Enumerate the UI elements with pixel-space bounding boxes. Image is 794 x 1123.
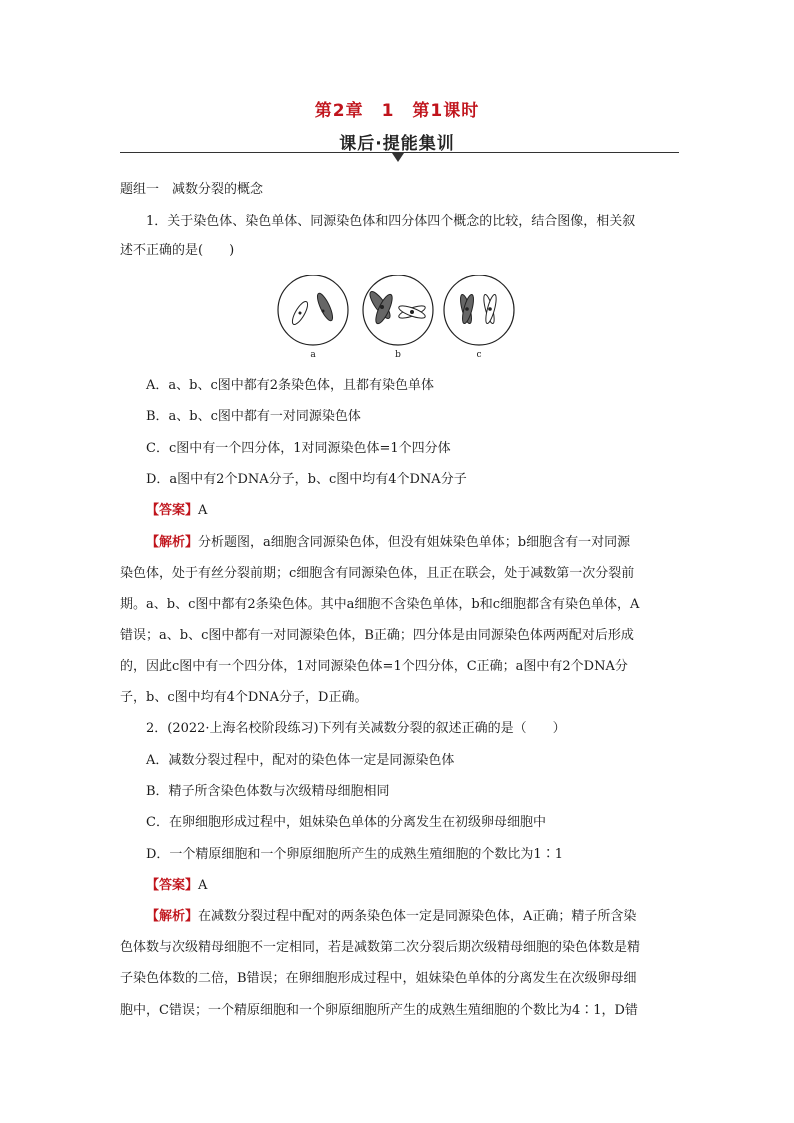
answer-tag: 【答案】 xyxy=(146,503,199,518)
q1-analysis-line6: 子，b、c图中均有4个DNA分子，D正确。 xyxy=(120,690,368,705)
q2-option-d: D．一个精原细胞和一个卵原细胞所产生的成熟生殖细胞的个数比为1∶1 xyxy=(146,847,563,862)
q1-option-d: D．a图中有2个DNA分子，b、c图中均有4个DNA分子 xyxy=(146,472,467,487)
q2-answer xyxy=(146,876,706,896)
q1-analysis-line2: 染色体，处于有丝分裂前期；c细胞含有同源染色体，且正在联会，处于减数第一次分裂前 xyxy=(120,566,635,581)
analysis-text: 分析题图，a细胞含同源染色体，但没有姐妹染色单体；b细胞含有一对同源 xyxy=(198,535,631,550)
chapter-title: 第2章 1 第1课时 xyxy=(314,101,480,121)
q1-analysis-line3: 期。a、b、c图中都有2条染色体。其中a细胞不含染色单体，b和c细胞都含有染色单体，A xyxy=(120,597,640,612)
analysis-tag: 【解析】 xyxy=(146,535,199,550)
q1-option-c: C．c图中有一个四分体，1对同源染色体=1个四分体 xyxy=(146,441,451,456)
group-title: 题组一 减数分裂的概念 xyxy=(120,182,264,197)
q1-analysis-line1 xyxy=(146,533,706,553)
analysis-tag: 【解析】 xyxy=(146,909,199,924)
q1-answer xyxy=(146,501,706,521)
figure-label-a: a xyxy=(310,350,316,360)
answer-value: A xyxy=(198,878,208,893)
q2-analysis-line3: 子染色体数的二倍，B错误；在卵细胞形成过程中，姐妹染色单体的分离发生在次级卵母细 xyxy=(120,971,637,986)
q1-stem-line1: 1．关于染色体、染色单体、同源染色体和四分体四个概念的比较，结合图像，相关叙 xyxy=(146,214,636,229)
answer-value: A xyxy=(198,503,208,518)
cell-a xyxy=(278,275,348,345)
q2-analysis-line1 xyxy=(146,907,706,927)
cell-b xyxy=(363,275,433,345)
q2-option-b: B．精子所含染色体数与次级精母细胞相同 xyxy=(146,784,390,799)
q2-option-c: C．在卵细胞形成过程中，姐妹染色单体的分离发生在初级卵母细胞中 xyxy=(146,815,546,830)
q1-option-b: B．a、b、c图中都有一对同源染色体 xyxy=(146,409,361,424)
cell-c xyxy=(444,275,514,345)
q1-option-a: A．a、b、c图中都有2条染色体，且都有染色单体 xyxy=(146,378,435,393)
analysis-text: 在减数分裂过程中配对的两条染色体一定是同源染色体，A正确；精子所含染 xyxy=(198,909,637,924)
section-subtitle: 课后·提能集训 xyxy=(339,134,455,154)
figure-label-c: c xyxy=(476,350,482,360)
q1-stem-line2: 述不正确的是( ) xyxy=(120,243,235,258)
q2-analysis-line4: 胞中，C错误；一个精原细胞和一个卵原细胞所产生的成熟生殖细胞的个数比为4∶1，D错 xyxy=(120,1003,638,1018)
q2-option-a: A．减数分裂过程中，配对的染色体一定是同源染色体 xyxy=(146,753,455,768)
q2-analysis-line2: 色体数与次级精母细胞不一定相同，若是减数第二次分裂后期次级精母细胞的染色体数是精 xyxy=(120,940,641,955)
down-triangle-icon xyxy=(392,153,404,162)
q1-analysis-line5: 的，因此c图中有一个四分体，1对同源染色体=1个四分体，C正确；a图中有2个DNA分 xyxy=(120,659,628,674)
q2-stem: 2．(2022·上海名校阶段练习)下列有关减数分裂的叙述正确的是（ ） xyxy=(146,721,566,736)
figure-label-b: b xyxy=(395,350,401,360)
answer-tag: 【答案】 xyxy=(146,878,199,893)
q1-analysis-line4: 错误；a、b、c图中都有一对同源染色体，B正确；四分体是由同源染色体两两配对后形成 xyxy=(120,628,634,643)
